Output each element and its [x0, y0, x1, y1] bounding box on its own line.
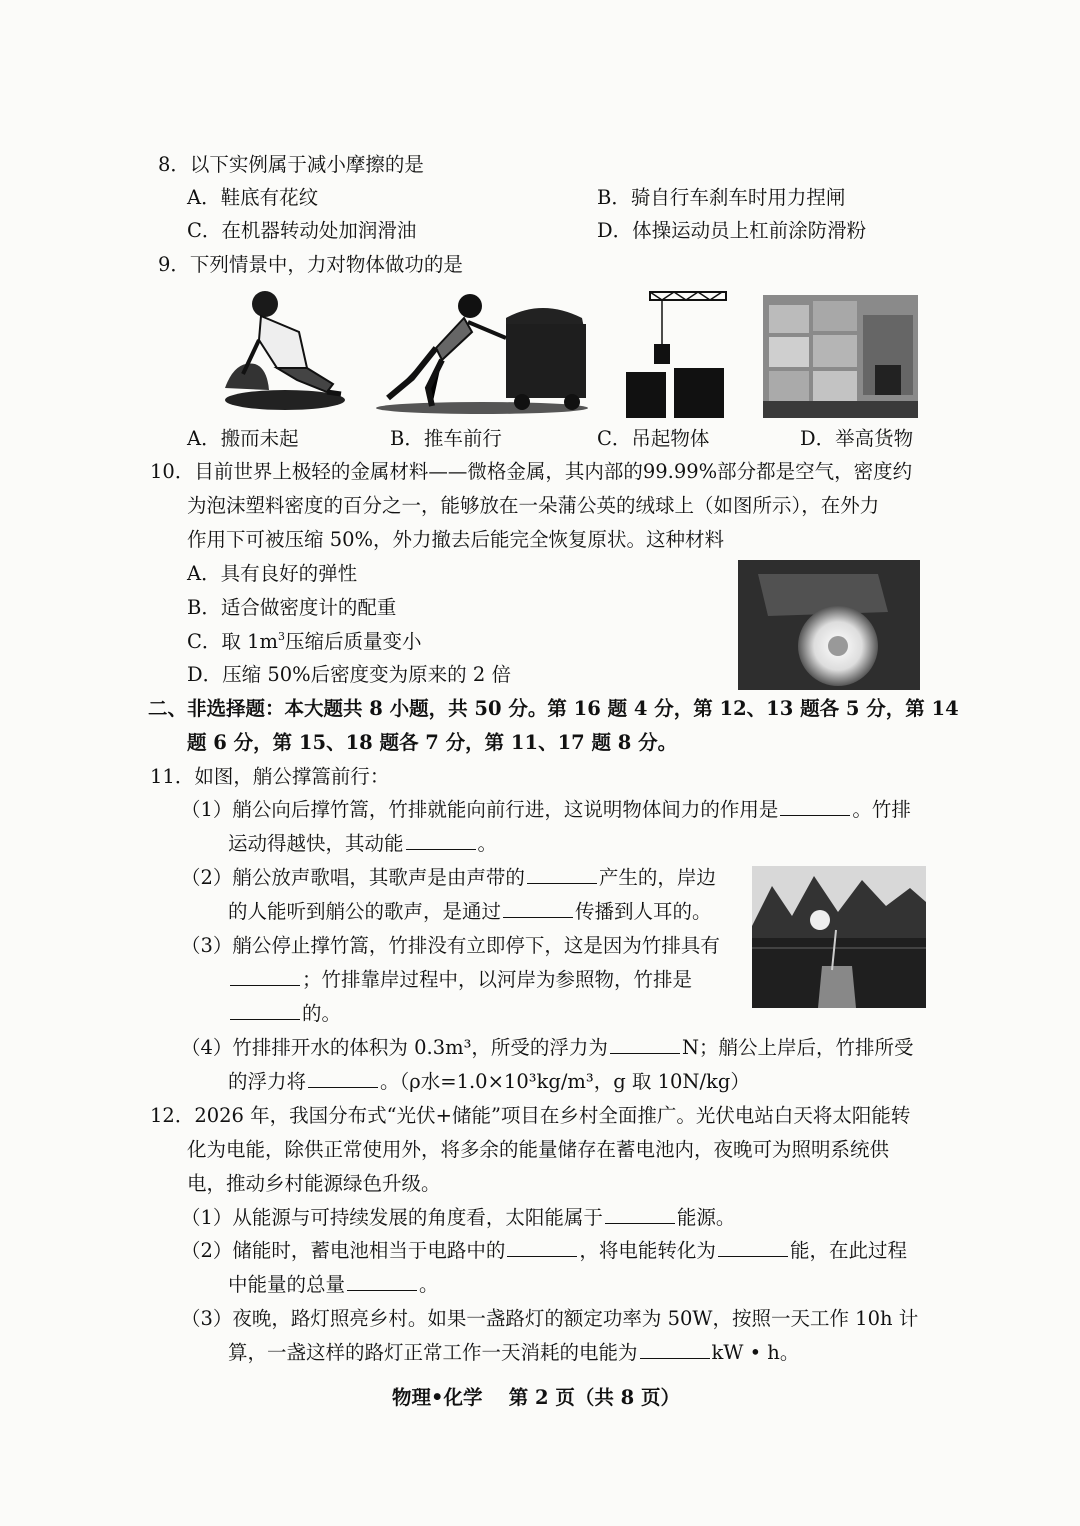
q8-stem: 8．以下实例属于减小摩擦的是: [158, 153, 424, 176]
q9-option-c: C．吊起物体: [597, 427, 710, 450]
page-footer: 物理•化学 第 2 页（共 8 页）: [392, 1386, 681, 1409]
q9-stem: 9．下列情景中，力对物体做功的是: [158, 253, 463, 276]
q11-part-2-cont: 的人能听到艄公的歌声，是通过 传播到人耳的。: [228, 900, 712, 923]
q11-part-1: （1）艄公向后撑竹篙，竹排就能向前行进，这说明物体间力的作用是 。竹排: [181, 798, 911, 821]
answer-blank[interactable]: [527, 882, 597, 884]
answer-blank[interactable]: [406, 848, 476, 850]
section-2-line-1: 二、非选择题：本大题共 8 小题，共 50 分。第 16 题 4 分，第 12、13 题各 5 分，第 14: [148, 697, 959, 720]
q12-part-3: （3）夜晚，路灯照亮乡村。如果一盏路灯的额定功率为 50W，按照一天工作 10h 计: [181, 1307, 919, 1330]
q9-option-b: B．推车前行: [390, 427, 502, 450]
q12-part-2-cont: 中能量的总量 。: [228, 1273, 439, 1296]
q9-figure-c: [622, 286, 732, 418]
answer-blank[interactable]: [507, 1255, 577, 1257]
q11-part-4: （4）竹排排开水的体积为 0.3m³，所受的浮力为 N；艄公上岸后，竹排所受: [181, 1036, 914, 1059]
q12-line-2: 化为电能，除供正常使用外，将多余的能量储存在蓄电池内，夜晚可为照明系统供: [187, 1138, 890, 1161]
q10-line-1: 10．目前世界上极轻的金属材料——微格金属，其内部的99.99%部分都是空气，密度约: [150, 460, 913, 483]
q8-option-a: A．鞋底有花纹: [187, 186, 319, 209]
q8-option-b: B．骑自行车刹车时用力捏闸: [597, 186, 846, 209]
q11-part-3-cont: ；竹排靠岸过程中，以河岸为参照物，竹排是: [228, 970, 692, 990]
q11-stem: 11．如图，艄公撑篙前行：: [150, 765, 390, 788]
q11-part-3: （3）艄公停止撑竹篙，竹排没有立即停下，这是因为竹排具有: [181, 934, 720, 957]
q10-option-a: A．具有良好的弹性: [187, 562, 358, 585]
q12-part-3-cont: 算，一盏这样的路灯正常工作一天消耗的电能为 kW • h。: [228, 1341, 800, 1364]
answer-blank[interactable]: [640, 1357, 710, 1359]
q11-part-4-cont: 的浮力将 。（ρ水=1.0×10³kg/m³，g 取 10N/kg）: [228, 1070, 750, 1093]
q9-option-a: A．搬而未起: [187, 427, 299, 450]
answer-blank[interactable]: [605, 1222, 675, 1224]
q9-option-d: D．举高货物: [800, 427, 914, 450]
answer-blank[interactable]: [610, 1052, 680, 1054]
q9-figure-d: [763, 295, 918, 418]
q11-bamboo-raft-photo: [752, 866, 926, 1008]
answer-blank[interactable]: [230, 984, 300, 986]
q12-part-2: （2）储能时，蓄电池相当于电路中的 ，将电能转化为 能，在此过程: [181, 1239, 907, 1262]
answer-blank[interactable]: [347, 1289, 417, 1291]
answer-blank[interactable]: [503, 916, 573, 918]
q10-option-c: C．取 $1m^3$压缩后质量变小: [187, 630, 422, 653]
q12-part-1: （1）从能源与可持续发展的角度看，太阳能属于 能源。: [181, 1206, 736, 1229]
answer-blank[interactable]: [718, 1255, 788, 1257]
q8-option-c: C．在机器转动处加润滑油: [187, 219, 417, 242]
q8-option-d: D．体操运动员上杠前涂防滑粉: [597, 219, 867, 242]
q12-line-1: 12．2026 年，我国分布式“光伏+储能”项目在乡村全面推广。光伏电站白天将太阳能转: [150, 1104, 911, 1127]
q9-figure-a: [215, 288, 355, 416]
q11-part-3-cont-2: 的。: [228, 1004, 341, 1024]
q11-part-1-cont: 运动得越快，其动能 。: [228, 832, 498, 855]
q10-line-3: 作用下可被压缩 50%，外力撤去后能完全恢复原状。这种材料: [187, 528, 725, 551]
q10-option-d: D．压缩 50%后密度变为原来的 2 倍: [187, 663, 511, 686]
q10-dandelion-photo: [738, 560, 920, 690]
answer-blank[interactable]: [780, 814, 850, 816]
q10-option-b: B．适合做密度计的配重: [187, 596, 397, 619]
q12-line-3: 电，推动乡村能源绿色升级。: [187, 1172, 441, 1195]
q10-line-2: 为泡沫塑料密度的百分之一，能够放在一朵蒲公英的绒球上（如图所示），在外力: [187, 494, 880, 517]
section-2-line-2: 题 6 分，第 15、18 题各 7 分，第 11、17 题 8 分。: [187, 731, 678, 754]
q9-figure-b: [372, 288, 594, 416]
q11-part-2: （2）艄公放声歌唱，其歌声是由声带的 产生的，岸边: [181, 866, 716, 889]
answer-blank[interactable]: [230, 1018, 300, 1020]
answer-blank[interactable]: [308, 1086, 378, 1088]
